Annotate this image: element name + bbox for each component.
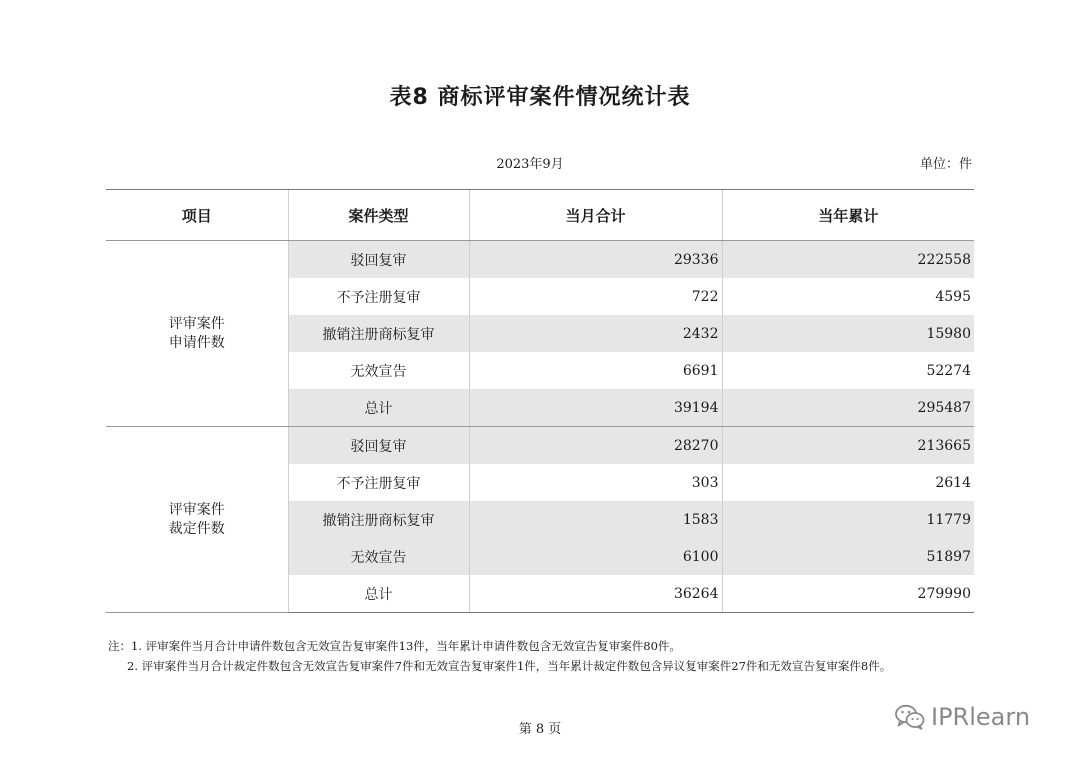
unit-label: 单位：件 [919,157,972,172]
case-type-cell: 驳回复审 [288,427,469,465]
page-number: 第 8 页 [518,722,562,737]
statistics-table [106,189,974,613]
month-value-cell: 28270 [469,427,722,465]
table-title: 表8 商标评审案件情况统计表 [389,85,691,110]
month-value-cell: 1583 [469,501,722,538]
year-value-cell: 213665 [722,427,974,465]
case-type-cell: 撤销注册商标复审 [288,315,469,352]
footnotes [108,636,988,676]
header-row [106,190,974,241]
footnote-1: 注：1. 评审案件当月合计申请件数包含无效宣告复审案件13件，当年累计申请件数包含无效宣告复审案件80件。 [108,639,681,653]
header-item: 项目 [106,190,288,241]
report-date: 2023年9月 [496,157,564,172]
watermark [895,703,1030,731]
year-value-cell: 222558 [722,241,974,279]
watermark-text: IPRlearn [931,703,1031,731]
case-type-cell: 总计 [288,575,469,613]
month-value-cell: 39194 [469,389,722,427]
month-value-cell: 36264 [469,575,722,613]
case-type-cell: 总计 [288,389,469,427]
month-value-cell: 6100 [469,538,722,575]
footnote-2: 2. 评审案件当月合计裁定件数包含无效宣告复审案件7件和无效宣告复审案件1件，当年累计裁定件数包含异议复审案件27件和无效宣告复审案件8件。 [127,659,892,673]
month-value-cell: 2432 [469,315,722,352]
case-type-cell: 撤销注册商标复审 [288,501,469,538]
header-case-type: 案件类型 [288,190,469,241]
header-year-total: 当年累计 [722,190,974,241]
group-label-rulings: 评审案件 裁定件数 [106,427,288,613]
year-value-cell: 51897 [722,538,974,575]
month-value-cell: 303 [469,464,722,501]
group-label-applications: 评审案件 申请件数 [106,241,288,427]
case-type-cell: 不予注册复审 [288,464,469,501]
year-value-cell: 4595 [722,278,974,315]
year-value-cell: 2614 [722,464,974,501]
case-type-cell: 驳回复审 [288,241,469,279]
month-value-cell: 6691 [469,352,722,389]
month-value-cell: 29336 [469,241,722,279]
table-row [106,427,974,465]
year-value-cell: 295487 [722,389,974,427]
year-value-cell: 279990 [722,575,974,613]
month-value-cell: 722 [469,278,722,315]
year-value-cell: 15980 [722,315,974,352]
table-row [106,241,974,279]
year-value-cell: 52274 [722,352,974,389]
wechat-icon [895,704,925,730]
year-value-cell: 11779 [722,501,974,538]
case-type-cell: 无效宣告 [288,538,469,575]
case-type-cell: 不予注册复审 [288,278,469,315]
header-month-total: 当月合计 [469,190,722,241]
case-type-cell: 无效宣告 [288,352,469,389]
